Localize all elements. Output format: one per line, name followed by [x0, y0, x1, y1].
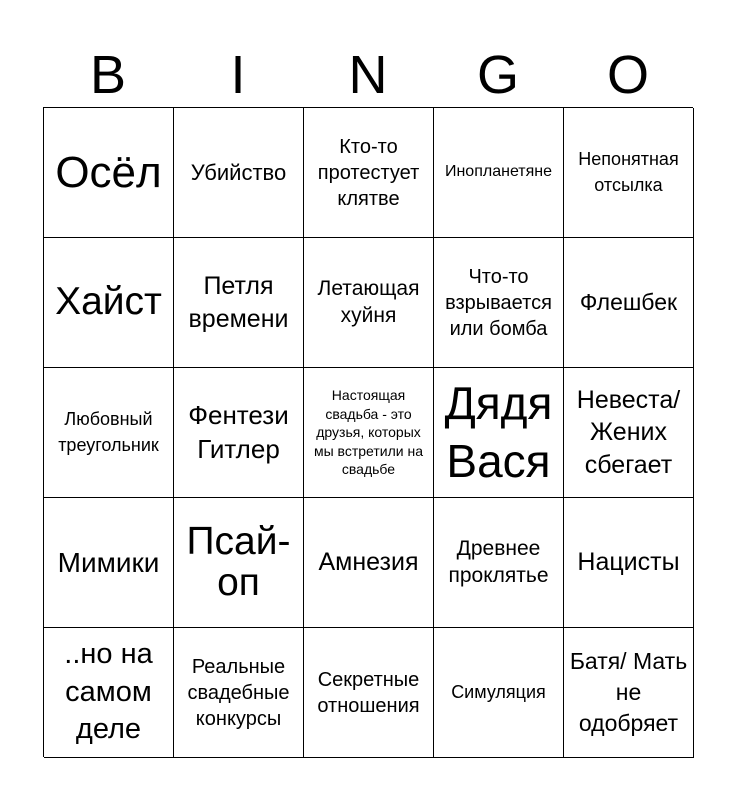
bingo-cell-3-1[interactable]: [44, 368, 174, 498]
cell-text: Летающая хуйня: [317, 277, 420, 327]
cell-text: Амнезия: [318, 548, 419, 577]
bingo-cell-1-5[interactable]: [564, 108, 694, 238]
bingo-cell-4-5[interactable]: [564, 498, 694, 628]
cell-text: Фентези Гитлер: [188, 399, 289, 464]
cell-text: Настоящая свадьба - это друзья, которых мы встретили на свадьбе: [313, 386, 423, 478]
cell-text: Любовный треугольник: [58, 409, 159, 455]
bingo-cell-2-3[interactable]: [304, 238, 434, 368]
bingo-cell-1-2[interactable]: [174, 108, 304, 238]
cell-text: Симуляция: [451, 681, 546, 702]
cell-text: Невеста/ Жених сбегает: [576, 385, 681, 479]
bingo-cell-3-4[interactable]: [434, 368, 564, 498]
bingo-cell-5-2[interactable]: [174, 628, 304, 758]
cell-text: Дядя Вася: [444, 377, 553, 487]
bingo-cell-2-1[interactable]: [44, 238, 174, 368]
bingo-cell-5-3[interactable]: [304, 628, 434, 758]
header-letter-o: O: [606, 45, 649, 105]
bingo-cell-2-4[interactable]: [434, 238, 564, 368]
cell-text: Что-то взрывается или бомба: [445, 265, 552, 340]
cell-text: Непонятная отсылка: [578, 149, 679, 195]
cell-text: Псай-оп: [186, 519, 291, 604]
bingo-cell-4-2[interactable]: [174, 498, 304, 628]
header-letter-g: G: [476, 45, 519, 105]
bingo-cell-1-4[interactable]: [434, 108, 564, 238]
bingo-cell-4-4[interactable]: [434, 498, 564, 628]
bingo-cell-2-5[interactable]: [564, 238, 694, 368]
bingo-cell-5-4[interactable]: [434, 628, 564, 758]
bingo-cell-4-3[interactable]: [304, 498, 434, 628]
cell-text: Реальные свадебные конкурсы: [187, 655, 290, 730]
cell-text: Хайст: [55, 280, 162, 324]
cell-text: Мимики: [57, 546, 160, 578]
header-letter-b: B: [89, 45, 127, 105]
cell-text: ..но на самом деле: [64, 637, 153, 746]
cell-text: Секретные отношения: [317, 668, 420, 717]
bingo-cell-5-5[interactable]: [564, 628, 694, 758]
bingo-cell-4-1[interactable]: [44, 498, 174, 628]
cell-text: Осёл: [55, 148, 162, 197]
bingo-cell-3-5[interactable]: [564, 368, 694, 498]
cell-text: Петля времени: [188, 272, 289, 333]
cell-text: Инопланетяне: [444, 163, 553, 181]
cell-text: Флешбек: [579, 288, 678, 315]
cell-text: Батя/ Мать не одобряет: [569, 647, 688, 737]
bingo-cell-3-3[interactable]: [304, 368, 434, 498]
bingo-header: [43, 40, 693, 110]
bingo-cell-1-3[interactable]: [304, 108, 434, 238]
bingo-grid: [43, 107, 693, 757]
cell-text: Древнее проклятье: [448, 537, 549, 587]
cell-text: Нацисты: [577, 548, 680, 577]
header-letter-n: N: [348, 45, 388, 105]
cell-text: Кто-то протестует клятве: [317, 135, 420, 210]
header-letter-i: I: [230, 45, 246, 105]
bingo-cell-2-2[interactable]: [174, 238, 304, 368]
cell-text: Убийство: [190, 159, 287, 185]
bingo-cell-1-1[interactable]: [44, 108, 174, 238]
bingo-cell-5-1[interactable]: [44, 628, 174, 758]
bingo-cell-3-2[interactable]: [174, 368, 304, 498]
